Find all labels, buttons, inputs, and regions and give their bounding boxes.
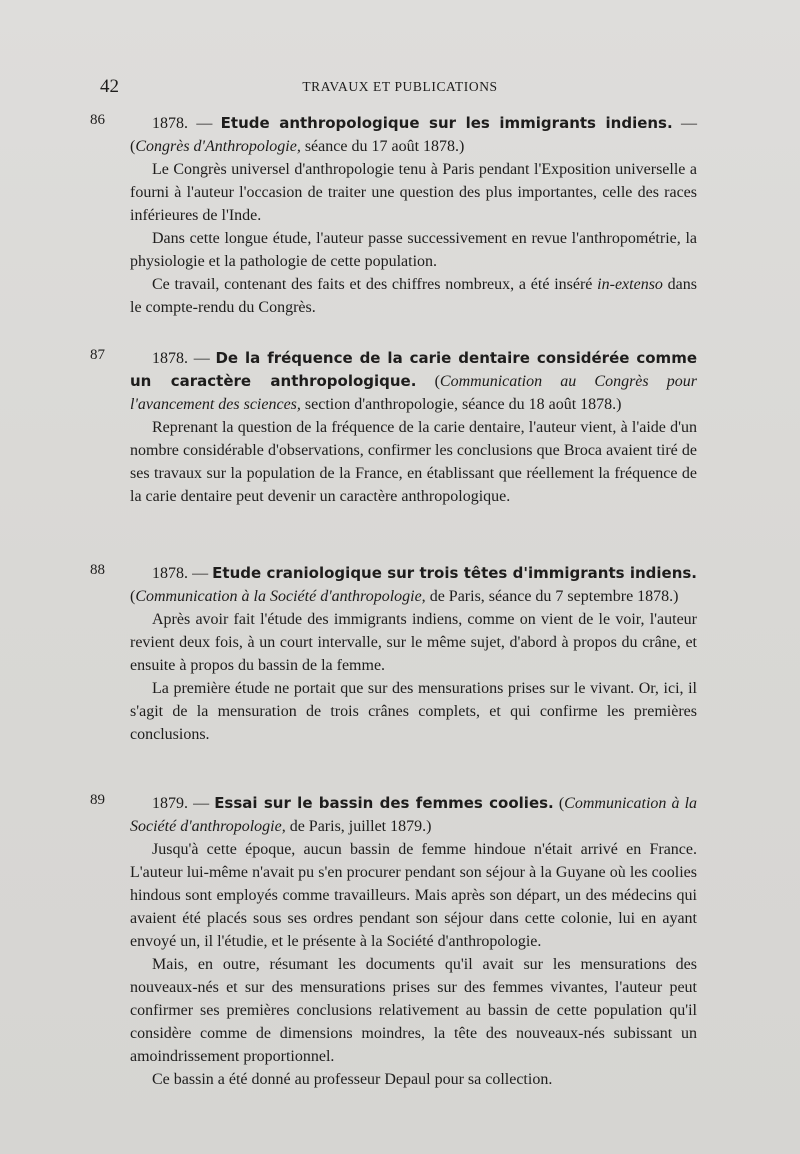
entry-details: de Paris, séance du 7 septembre 1878.) [425,588,679,605]
entry-body [130,112,697,319]
source-separator: — ( [130,115,698,155]
entry-number: 89 [90,792,105,808]
paragraph: Ce bassin a été donné au professeur Depaul pour sa collection. [152,1071,553,1088]
entry-number: 86 [90,112,105,128]
paragraph: Après avoir fait l'étude des immigrants indiens, comme on vient de le voir, l'auteur revient deux fois, à un court intervalle, sur le même sujet, d'abord à propos du crâne, et ensuite à propos du bassin de la femme. [130,611,697,674]
entry-source: Communication au Congrès pour l'avancement des sciences, [130,373,697,413]
entry-date: 1879. — [152,795,210,812]
entry-source: Communication à la Société d'anthropologie, [135,588,426,605]
entry-details: section d'anthropologie, séance du 18 août 1878.) [300,396,622,413]
entry-body [130,792,697,1091]
entry-details: de Paris, juillet 1879.) [285,818,432,835]
paragraph: Dans cette longue étude, l'auteur passe successivement en revue l'anthropométrie, la physiologie et la pathologie de cette population. [130,230,697,270]
entry-heading [130,792,697,838]
entry-number: 87 [90,347,105,363]
entry-date: 1878. — [152,115,213,132]
running-head: TRAVAUX ET PUBLICATIONS [302,79,498,94]
source-separator: ( [130,588,136,605]
entry-body [130,347,697,508]
paragraph: Reprenant la question de la fréquence de la carie dentaire, l'auteur vient, à l'aide d'un nombre considérable d'observations, confirmer les conclusions que Broca avaient tiré de ses travaux sur la population de la France, en établissant que réellement la fréquence de la carie dentaire peut devenir un caractère anthropologique. [130,419,697,505]
paragraph: Mais, en outre, résumant les documents qu'il avait sur les mensurations des nouveaux-nés et sur des mensurations prises sur des femmes vivantes, l'auteur peut confirmer ses premières conclusions relativement au bassin de cette population qu'il considère comme de dimensions moindres, la tête des nouveaux-nés subissant un amoindrissement proportionnel. [130,956,697,1065]
entry-heading [130,112,697,158]
entry-title: Essai sur le bassin des femmes coolies. [214,794,554,812]
paragraph: Ce travail, contenant des faits et des chiffres nombreux, a été inséré in-extenso dans le compte-rendu du Congrès. [130,276,698,316]
entry-title: De la fréquence de la carie dentaire considérée comme un caractère anthropologique. [130,349,697,390]
paragraph: La première étude ne portait que sur des mensurations prises sur le vivant. Or, ici, il s'agit de la mensuration de trois crânes complets, et qui confirme les premières conclusions. [130,680,697,743]
entry-title: Etude anthropologique sur les immigrants indiens. [220,114,673,132]
paragraph: Jusqu'à cette époque, aucun bassin de femme hindoue n'était arrivé en France. L'auteur lui-même n'avait pu s'en procurer pendant son séjour à la Guyane où les coolies hindous sont employés comme travailleurs. Mais après son départ, un des médecins qui avaient été placés sous ses ordres pendant son séjour dans cette colonie, lui en ayant envoyé un, il l'étudie, et le présente à la Société d'anthropologie. [130,841,697,950]
paragraph: Le Congrès universel d'anthropologie tenu à Paris pendant l'Exposition universelle a fourni à l'auteur l'occasion de traiter une question des plus importantes, celle des races inférieures de l'Inde. [130,161,697,224]
entry-date: 1878. — [152,565,209,582]
entry-number: 88 [90,562,105,578]
source-separator: ( [553,795,565,812]
entry-source: Communication à la Société d'anthropologie, [130,795,698,835]
source-separator: ( [416,373,440,390]
entry-heading [130,562,697,608]
entry-source: Congrès d'Anthropologie, [135,138,301,155]
page-number: 42 [100,76,119,97]
entry-body [130,562,697,746]
entry-date: 1878. — [152,350,210,367]
entry-heading [130,347,697,416]
italic-term: in-extenso [597,276,663,293]
entry-details: séance du 17 août 1878.) [300,138,465,155]
entry-title: Etude craniologique sur trois têtes d'immigrants indiens. [212,564,698,582]
